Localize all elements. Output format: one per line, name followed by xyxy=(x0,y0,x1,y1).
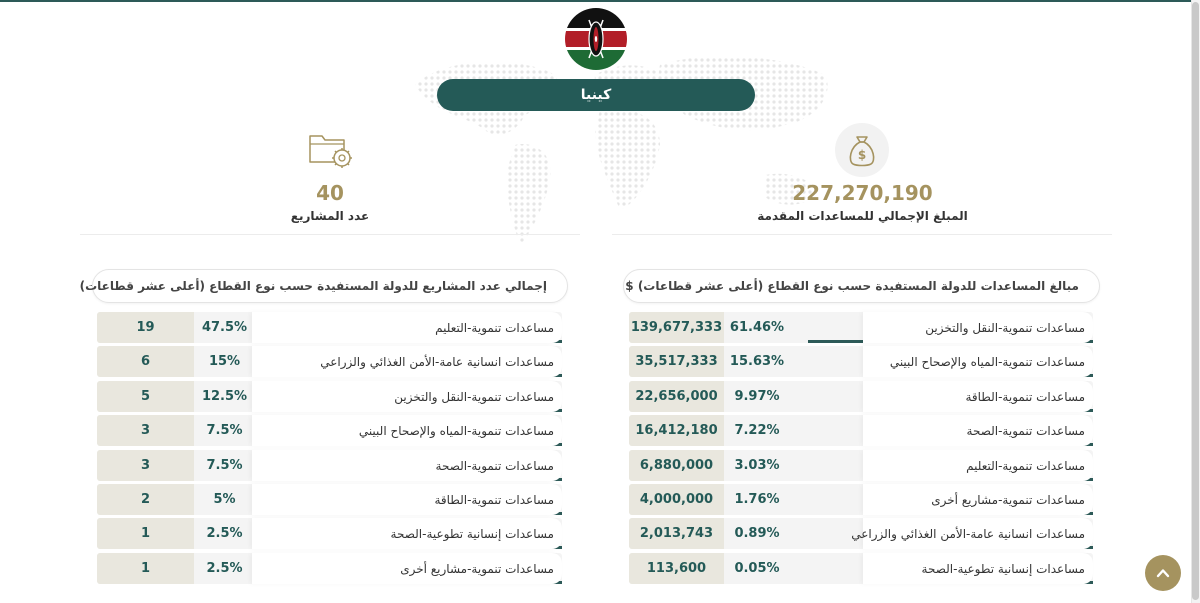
world-map-background xyxy=(405,45,845,255)
sector-percent: 15.63% xyxy=(729,354,785,370)
sector-project-count: 3 xyxy=(97,450,194,481)
sector-amount: 16,412,180 xyxy=(629,415,724,446)
sector-percent: 7.5% xyxy=(206,457,243,473)
table-row xyxy=(629,312,1093,343)
sector-percent: 0.89% xyxy=(734,526,780,542)
sector-percent: 12.5% xyxy=(201,388,248,404)
sector-amount: 113,600 xyxy=(629,553,724,584)
table-row xyxy=(97,450,562,481)
sector-percent: 61.46% xyxy=(729,320,785,335)
sector-label: مساعدات تنموية-الطاقة xyxy=(252,484,562,515)
sector-percent: 0.05% xyxy=(734,560,780,576)
kenya-flag-icon xyxy=(565,8,627,70)
sector-label: مساعدات تنموية-المياه والإصحاح البيني xyxy=(863,346,1093,377)
divider xyxy=(612,234,1112,235)
chevron-up-icon xyxy=(1155,565,1171,581)
table-row xyxy=(629,484,1093,515)
sector-percent: 3.03% xyxy=(734,457,780,473)
total-amount-value: 227,270,190 xyxy=(792,181,933,205)
sector-amount: 22,656,000 xyxy=(629,381,724,412)
table-row xyxy=(97,312,562,343)
sector-amount: 139,677,333 xyxy=(629,312,724,343)
table-row xyxy=(629,553,1093,584)
sector-label: مساعدات تنموية-النقل والتخزين xyxy=(863,312,1093,343)
sector-project-count: 6 xyxy=(97,346,194,377)
scrollbar-thumb[interactable] xyxy=(1192,2,1199,600)
sector-label: مساعدات تنموية-النقل والتخزين xyxy=(252,381,562,412)
sector-project-count: 5 xyxy=(97,381,194,412)
amounts-by-sector-table xyxy=(629,312,1093,587)
sector-label: مساعدات تنموية-الصحة xyxy=(863,415,1093,446)
scroll-to-top-button[interactable] xyxy=(1145,555,1181,591)
sector-project-count: 19 xyxy=(97,312,194,343)
table-row xyxy=(629,450,1093,481)
money-bag-icon xyxy=(835,123,889,177)
sector-percent: 9.97% xyxy=(734,388,780,404)
sector-label: مساعدات تنموية-مشاريع أخرى xyxy=(252,553,562,584)
sector-project-count: 1 xyxy=(97,518,194,549)
country-name-banner: كينيا xyxy=(437,79,755,111)
table-row xyxy=(629,381,1093,412)
sector-project-count: 1 xyxy=(97,553,194,584)
project-count-value: 40 xyxy=(316,181,344,205)
sector-percent: 1.76% xyxy=(734,491,780,507)
sector-project-count: 2 xyxy=(97,484,194,515)
table-row xyxy=(97,518,562,549)
sector-percent: 5% xyxy=(213,491,236,507)
folder-gear-icon xyxy=(304,122,358,176)
sector-percent: 47.5% xyxy=(201,320,248,335)
sector-label: مساعدات تنموية-مشاريع أخرى xyxy=(863,484,1093,515)
sector-amount: 4,000,000 xyxy=(629,484,724,515)
sector-percent: 15% xyxy=(208,354,241,370)
sector-percent: 7.22% xyxy=(734,423,780,439)
table-row xyxy=(97,415,562,446)
sector-label: مساعدات انسانية عامة-الأمن الغذائي والزراعي xyxy=(863,518,1093,549)
sector-label: مساعدات تنموية-الصحة xyxy=(252,450,562,481)
sector-label: مساعدات انسانية عامة-الأمن الغذائي والزراعي xyxy=(252,346,562,377)
total-amount-label: المبلغ الإجمالي للمساعدات المقدمة xyxy=(757,209,968,223)
sector-percent: 2.5% xyxy=(206,526,243,542)
amounts-section-title: مبالغ المساعدات للدولة المستفيدة حسب نوع القطاع (أعلى عشر قطاعات) $ xyxy=(623,269,1100,303)
sector-amount: 35,517,333 xyxy=(629,346,724,377)
table-row xyxy=(629,518,1093,549)
svg-text:$: $ xyxy=(857,148,867,162)
project-count-label: عدد المشاريع xyxy=(290,209,370,223)
page-scrollbar[interactable] xyxy=(1191,0,1200,603)
sector-label: مساعدات تنموية-التعليم xyxy=(863,450,1093,481)
table-row xyxy=(97,346,562,377)
table-row xyxy=(97,381,562,412)
sector-label: مساعدات تنموية-الطاقة xyxy=(863,381,1093,412)
projects-section-title: إجمالي عدد المشاريع للدولة المستفيدة حسب نوع القطاع (أعلى عشر قطاعات) xyxy=(92,269,568,303)
sector-amount: 2,013,743 xyxy=(629,518,724,549)
sector-amount: 6,880,000 xyxy=(629,450,724,481)
sector-label: مساعدات إنسانية تطوعية-الصحة xyxy=(863,553,1093,584)
divider xyxy=(80,234,580,235)
sector-label: مساعدات تنموية-التعليم xyxy=(252,312,562,343)
projects-by-sector-table xyxy=(97,312,562,587)
top-border xyxy=(0,0,1200,2)
sector-label: مساعدات تنموية-المياه والإصحاح البيني xyxy=(252,415,562,446)
sector-percent: 2.5% xyxy=(206,560,243,576)
table-row xyxy=(629,415,1093,446)
sector-project-count: 3 xyxy=(97,415,194,446)
sector-percent: 7.5% xyxy=(206,423,243,439)
table-row xyxy=(97,484,562,515)
table-row xyxy=(97,553,562,584)
table-row xyxy=(629,346,1093,377)
sector-label: مساعدات إنسانية تطوعية-الصحة xyxy=(252,518,562,549)
